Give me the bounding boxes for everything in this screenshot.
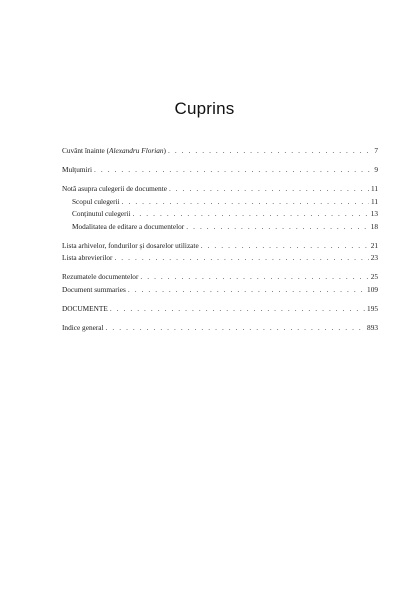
dot-leader	[169, 183, 369, 196]
dot-leader	[94, 164, 372, 177]
toc-page-number: 21	[370, 240, 378, 250]
toc-label: Notă asupra culegerii de documente	[62, 184, 167, 193]
toc-label: Conținutul culegerii	[72, 209, 131, 218]
toc-entry-acknowledgements	[62, 164, 378, 177]
table-of-contents	[62, 145, 378, 334]
toc-label: Scopul culegerii	[72, 196, 120, 206]
toc-page-number: 18	[370, 221, 378, 231]
toc-label: Cuvânt înainte (Alexandru Florian)	[62, 146, 166, 155]
toc-page-number: 23	[370, 253, 378, 262]
toc-entry-foreword	[62, 145, 378, 158]
toc-page-number: 11	[370, 196, 378, 206]
toc-label: Modalitatea de editare a documentelor	[72, 221, 185, 231]
toc-label: Mulțumiri	[62, 165, 92, 174]
toc-label: Indice general	[62, 322, 104, 332]
dot-leader	[106, 322, 366, 335]
toc-label: Lista abrevierilor	[62, 253, 113, 262]
toc-entry-abbreviations	[62, 252, 378, 265]
toc-page-number: 25	[370, 272, 378, 281]
toc-page-number: 195	[367, 303, 378, 313]
toc-page-number: 11	[370, 184, 378, 193]
toc-entry-content	[62, 208, 378, 221]
toc-entry-archives-list	[62, 240, 378, 253]
page-title: Cuprins	[174, 99, 235, 118]
dot-leader	[114, 252, 368, 265]
toc-entry-editorial-note	[62, 183, 378, 196]
dot-leader	[110, 303, 365, 316]
dot-leader	[201, 240, 369, 253]
toc-page-number: 13	[370, 209, 378, 218]
dot-leader	[133, 208, 369, 221]
toc-page-number: 109	[367, 284, 378, 294]
dot-leader	[128, 284, 365, 297]
dot-leader	[168, 145, 372, 158]
toc-page-number: 7	[374, 146, 378, 155]
toc-page-number: 893	[367, 322, 378, 332]
toc-entry-documents	[62, 303, 378, 316]
dot-leader	[140, 271, 368, 284]
toc-entry-summaries-ro	[62, 271, 378, 284]
toc-entry-editing-method	[62, 221, 378, 234]
toc-entry-summaries-en	[62, 284, 378, 297]
toc-entry-index	[62, 322, 378, 335]
toc-page-number: 9	[374, 165, 378, 174]
toc-label: Lista arhivelor, fondurilor și dosarelor utilizate	[62, 240, 199, 250]
dot-leader	[186, 221, 368, 234]
toc-label: Rezumatele documentelor	[62, 272, 139, 281]
toc-author: Alexandru Florian	[109, 146, 164, 155]
toc-label: DOCUMENTE	[62, 303, 108, 313]
toc-entry-purpose	[62, 196, 378, 209]
toc-label: Document summaries	[62, 284, 126, 294]
dot-leader	[122, 196, 369, 209]
